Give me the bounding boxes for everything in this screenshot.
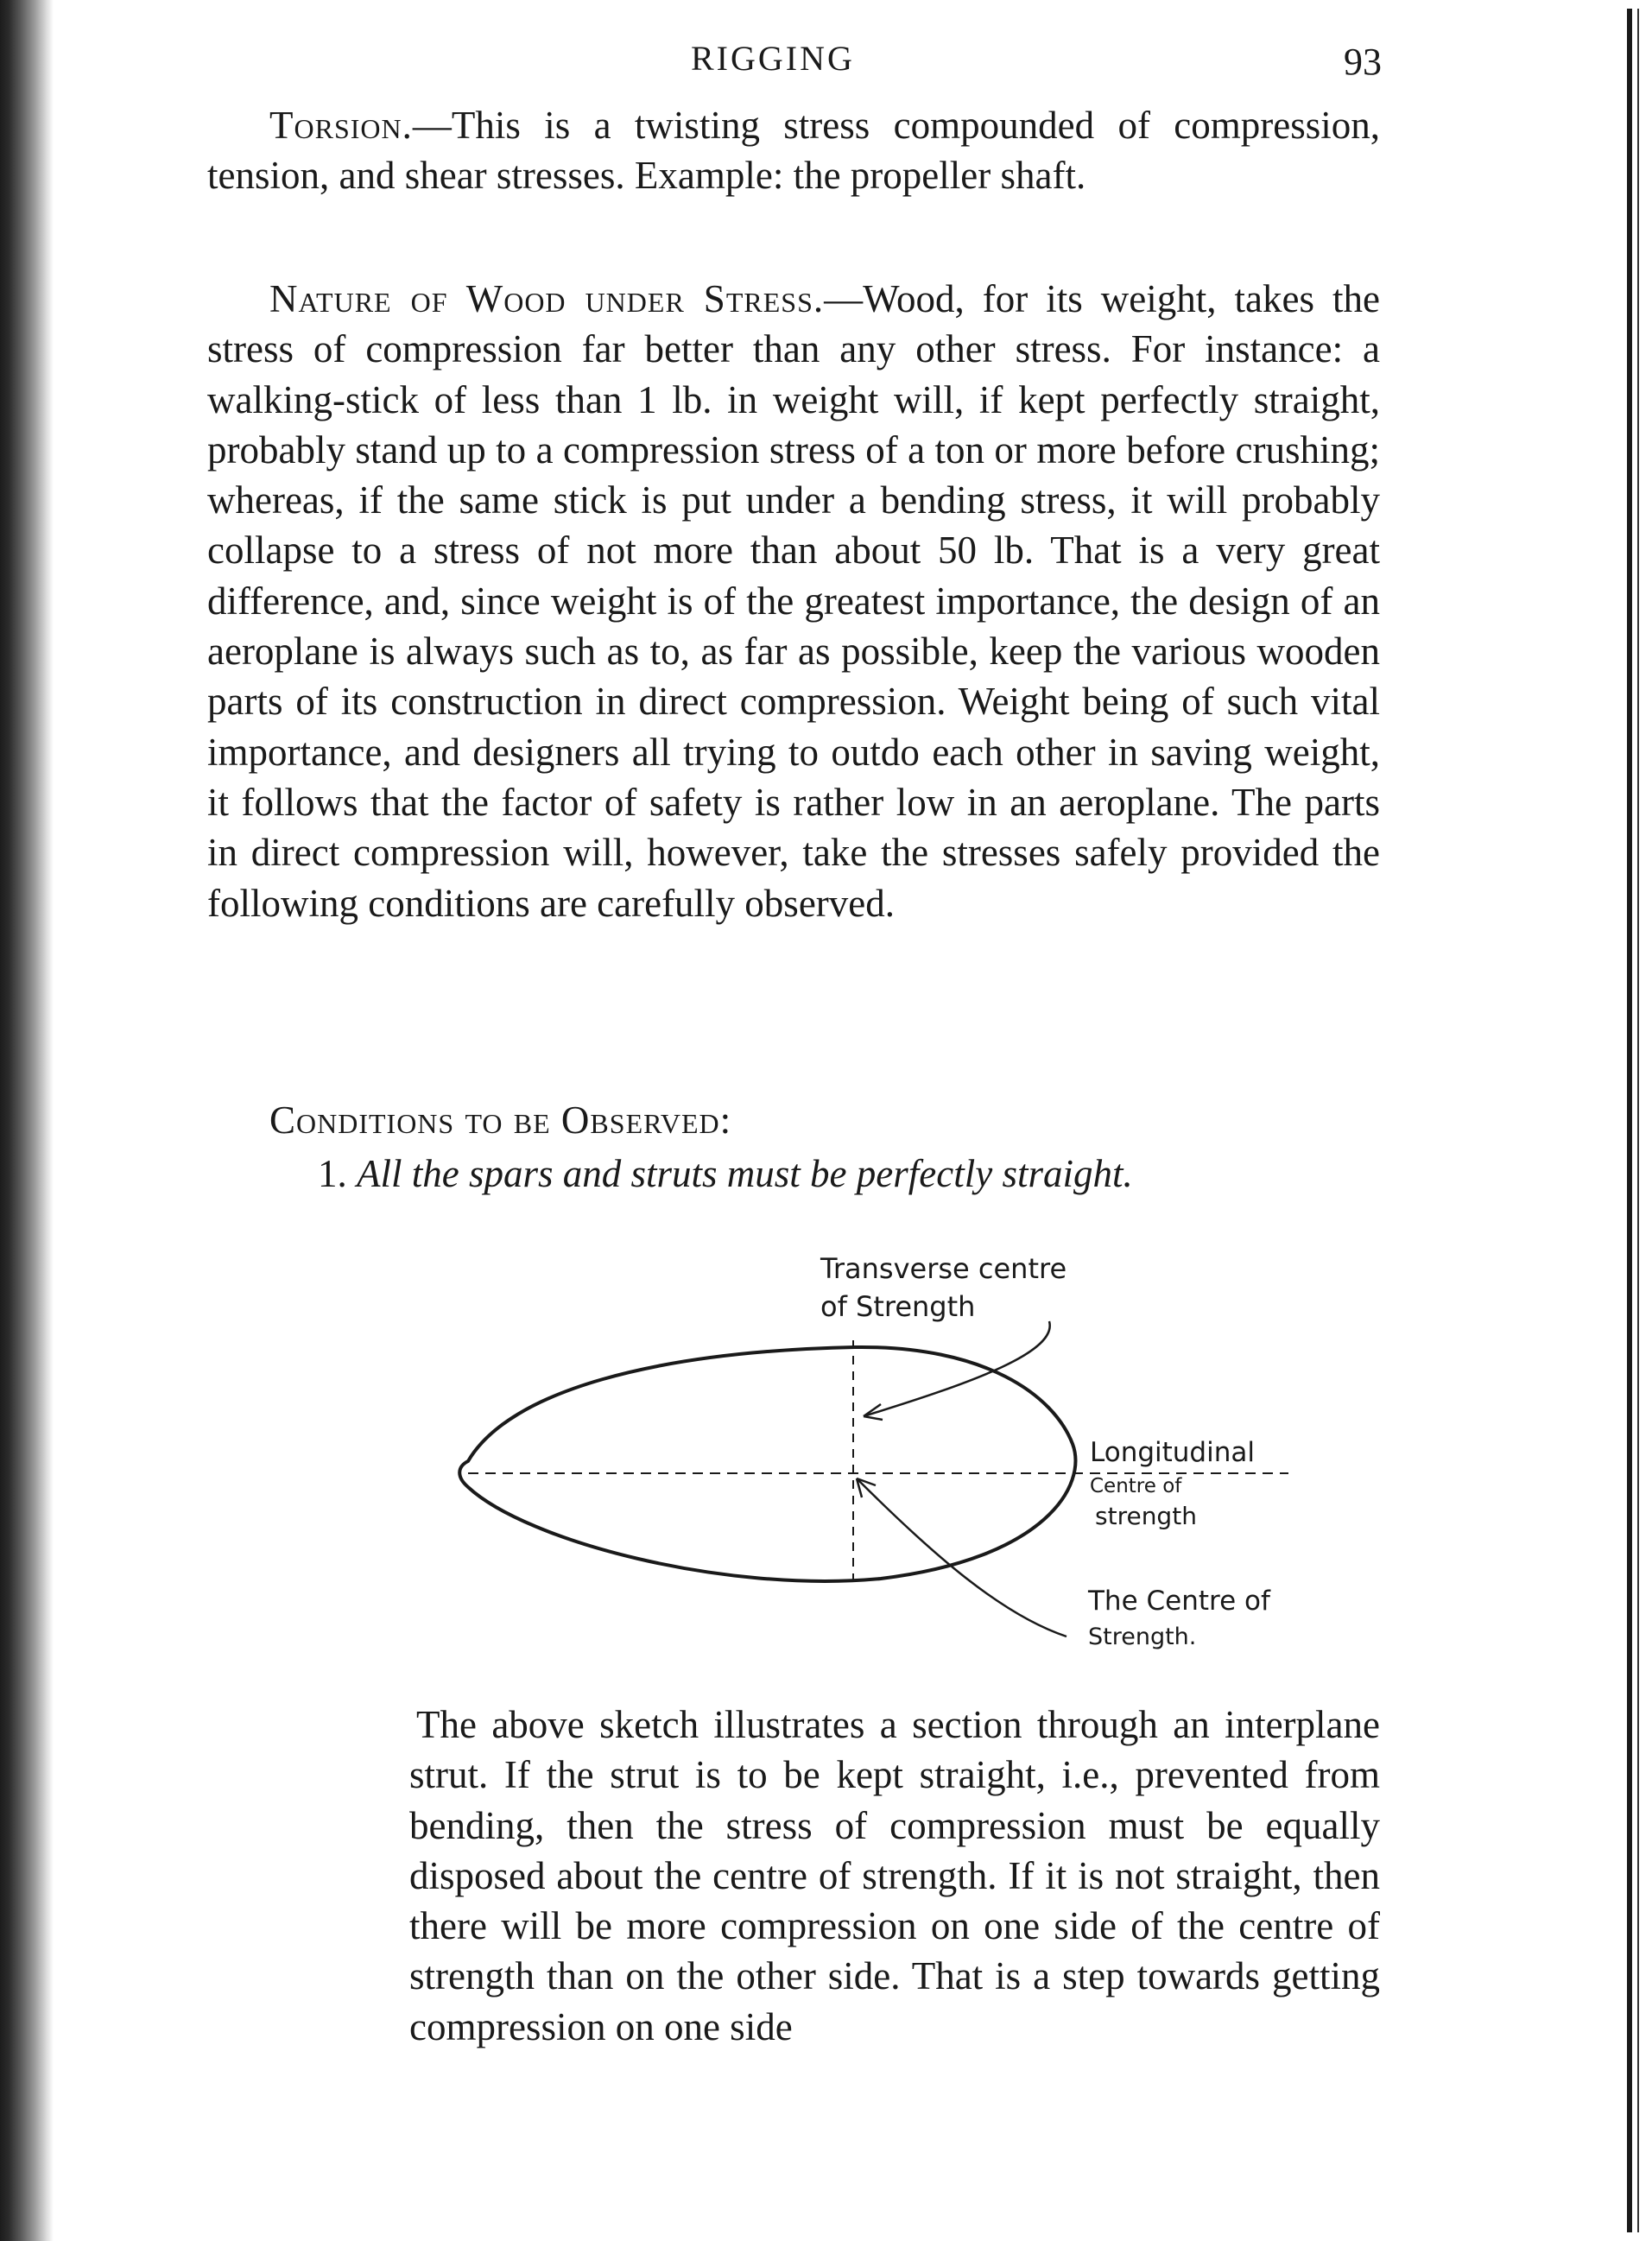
strut-section-diagram [449,1244,1313,1675]
label-longitudinal-line2: Centre of [1090,1475,1182,1497]
conditions-heading: Conditions to be Observed: [269,1098,732,1142]
label-centre-line2: Strength. [1088,1624,1197,1650]
page-number: 93 [1344,41,1382,83]
page-header [207,33,1382,85]
label-centre-line1: The Centre of [1088,1586,1270,1617]
label-transverse-line2: of Strength [820,1290,976,1323]
condition-item-1-number: 1. [318,1152,347,1195]
torsion-paragraph [207,100,1380,201]
wood-paragraph [207,274,1380,928]
book-spine-shadow [0,0,54,2241]
condition-item-1-text: All the spars and struts must be perfectly straight. [357,1152,1133,1195]
torsion-text: —This is a twisting stress compounded of compression, tension, and shear stresses. Example: the propeller shaft. [207,104,1380,198]
running-head: RIGGING [691,39,855,78]
strut-outline [459,1347,1075,1581]
label-longitudinal-line3: strength [1095,1502,1197,1530]
wood-text: —Wood, for its weight, takes the stress of compression far better than any other stress. For instance: a walking-stick of less than 1 lb. in weight will, if kept perfectly straight, probably stand up to a compression stress of a ton or more before crushing; whereas, if the same stick is put under a bending stress, it will probably collapse to a stress of not more than about 50 lb. That is a very great difference, and, since weight is of the greatest importance, the design of an aeroplane is always such as to, as far as possible, keep the various wooden parts of its construction in direct compression. Weight being of such vital importance, and designers all trying to outdo each other in saving weight, it follows that the factor of safety is rather low in an aeroplane. The parts in direct compression will, however, take the stresses safely provided the following conditions are carefully observed. [207,277,1380,925]
centre-leader-arrow [857,1478,1067,1636]
transverse-leader-arrow [864,1321,1050,1416]
condition-item-1 [318,1149,1380,1199]
explanation-paragraph: The above sketch illustrates a section through an interplane strut. If the strut is to be kept straight, i.e., prevented from bending, then the stress of compression must be equally disposed about the centre of strength. If it is not straight, then there will be more compression on one side of the centre of strength than on the other side. That is a step towards getting compression on one side [409,1703,1380,2048]
right-edge-rule-thin [1637,9,1639,2232]
label-transverse-line1: Transverse centre [820,1252,1067,1285]
strut-section-figure [449,1244,1313,1675]
wood-heading: Nature of Wood under Stress. [269,277,825,320]
torsion-heading: Torsion. [269,104,413,147]
label-longitudinal-line1: Longitudinal [1090,1437,1255,1468]
right-edge-rule [1627,9,1632,2232]
